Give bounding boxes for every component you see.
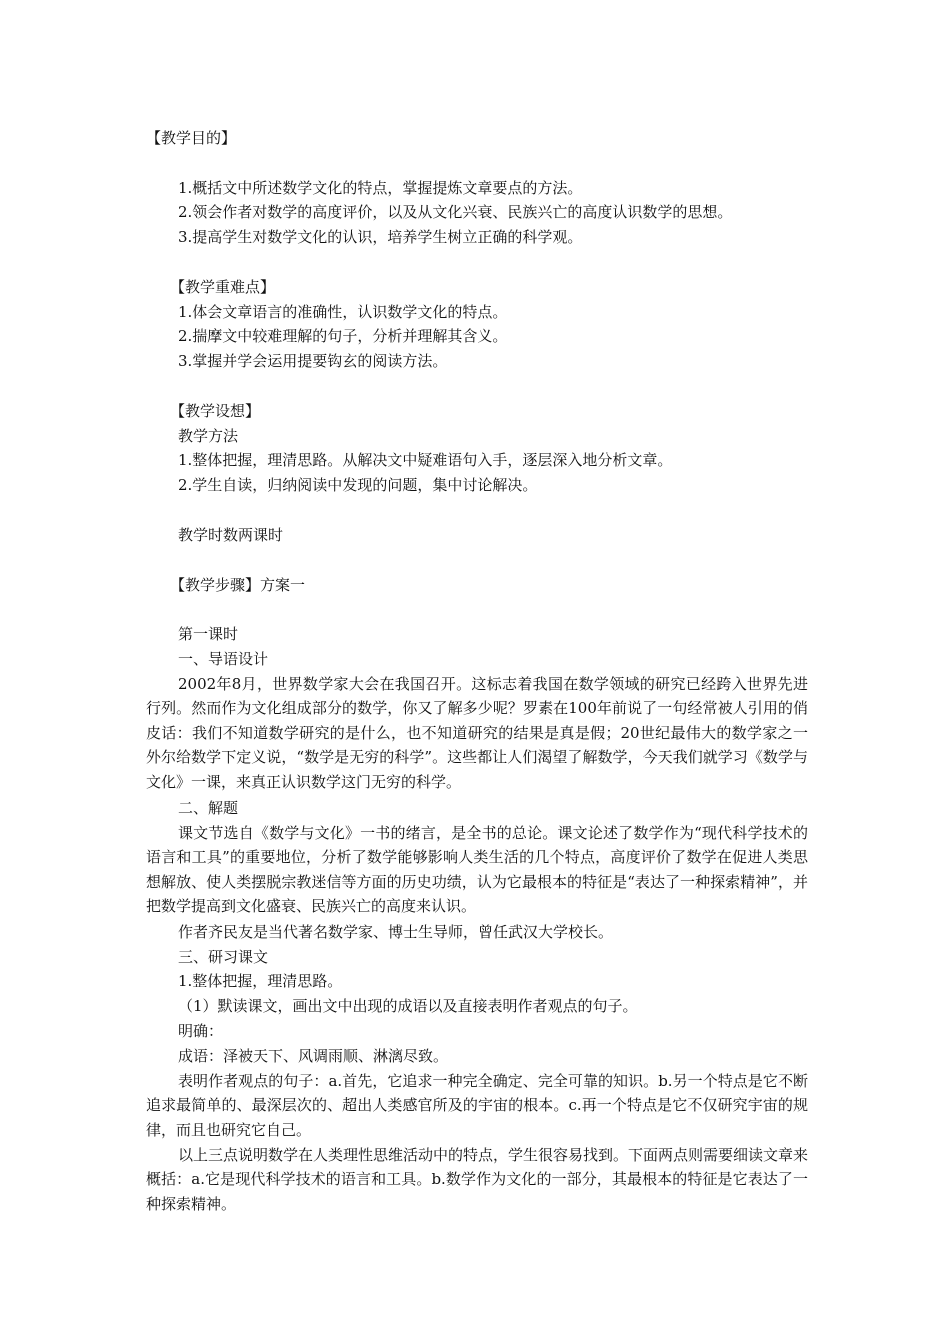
author-paragraph: 作者齐民友是当代著名数学家、博士生导师，曾任武汉大学校长。 — [178, 923, 614, 941]
method-item-1: 1.整体把握，理清思路。从解决文中疑难语句入手，逐层深入地分析文章。 — [178, 451, 673, 469]
lesson-title: 第一课时 — [178, 625, 239, 643]
section-study-title: 三、研习课文 — [178, 948, 269, 966]
viewpoint-paragraph: 表明作者观点的句子：a.首先，它追求一种完全确定、完全可靠的知识。b.另一个特点是它不断追求最简单的、最深层次的、超出人类感官所及的宇宙的根本。c.再一个特点是它不仅研究宇宙的规律，而且也研究它自己。 — [146, 1072, 808, 1139]
idioms-line: 成语：泽被天下、风调雨顺、淋漓尽致。 — [178, 1047, 449, 1065]
section-intro-title: 一、导语设计 — [178, 650, 269, 668]
objective-item-2: 2.领会作者对数学的高度评价，以及从文化兴衰、民族兴亡的高度认识数学的思想。 — [178, 203, 733, 221]
objective-item-1: 1.概括文中所述数学文化的特点，掌握提炼文章要点的方法。 — [178, 179, 583, 197]
study-question-1: （1）默读课文，画出文中出现的成语以及直接表明作者观点的句子。 — [178, 997, 638, 1015]
intro-paragraph: 2002年8月，世界数学家大会在我国召开。这标志着我国在数学领域的研究已经跨入世界先进行列。然而作为文化组成部分的数学，你又了解多少呢？罗素在100年前说了一句经常被人引用的俏皮话：我们不知道数学研究的是什么，也不知道研究的结果是真是假；20世纪最伟大的数学家之一外尔给数学下定义说，“数学是无穷的科学”。这些都让人们渴望了解数学，今天我们就学习《数学与文化》一课，来真正认识数学这门无穷的科学。 — [146, 675, 808, 791]
method-title: 教学方法 — [178, 427, 239, 445]
study-item-1: 1.整体把握，理清思路。 — [178, 972, 343, 990]
key-points-heading: 【教学重难点】 — [170, 278, 276, 296]
method-item-2: 2.学生自读，归纳阅读中发现的问题，集中讨论解决。 — [178, 476, 538, 494]
section-explain-title: 二、解题 — [178, 799, 239, 817]
teaching-hours: 教学时数两课时 — [178, 526, 284, 544]
steps-heading: 【教学步骤】方案一 — [170, 576, 306, 594]
design-heading: 【教学设想】 — [170, 402, 261, 420]
objectives-heading: 【教学目的】 — [146, 129, 237, 147]
objective-item-3: 3.提高学生对数学文化的认识，培养学生树立正确的科学观。 — [178, 228, 583, 246]
clarify-label: 明确： — [178, 1022, 224, 1040]
key-point-item-3: 3.掌握并学会运用提要钩玄的阅读方法。 — [178, 352, 448, 370]
explain-paragraph: 课文节选自《数学与文化》一书的绪言，是全书的总论。课文论述了数学作为“现代科学技术的语言和工具”的重要地位，分析了数学能够影响人类生活的几个特点，高度评价了数学在促进人类思想解放、使人类摆脱宗教迷信等方面的历史功绩，认为它最根本的特征是“表达了一种探索精神”，并把数学提高到文化盛衰、民族兴亡的高度来认识。 — [146, 824, 808, 916]
summary-paragraph: 以上三点说明数学在人类理性思维活动中的特点，学生很容易找到。下面两点则需要细读文章来概括：a.它是现代科学技术的语言和工具。b.数学作为文化的一部分，其最根本的特征是它表达了一种探索精神。 — [146, 1146, 809, 1213]
key-point-item-1: 1.体会文章语言的准确性，认识数学文化的特点。 — [178, 303, 508, 321]
key-point-item-2: 2.揣摩文中较难理解的句子，分析并理解其含义。 — [178, 327, 508, 345]
